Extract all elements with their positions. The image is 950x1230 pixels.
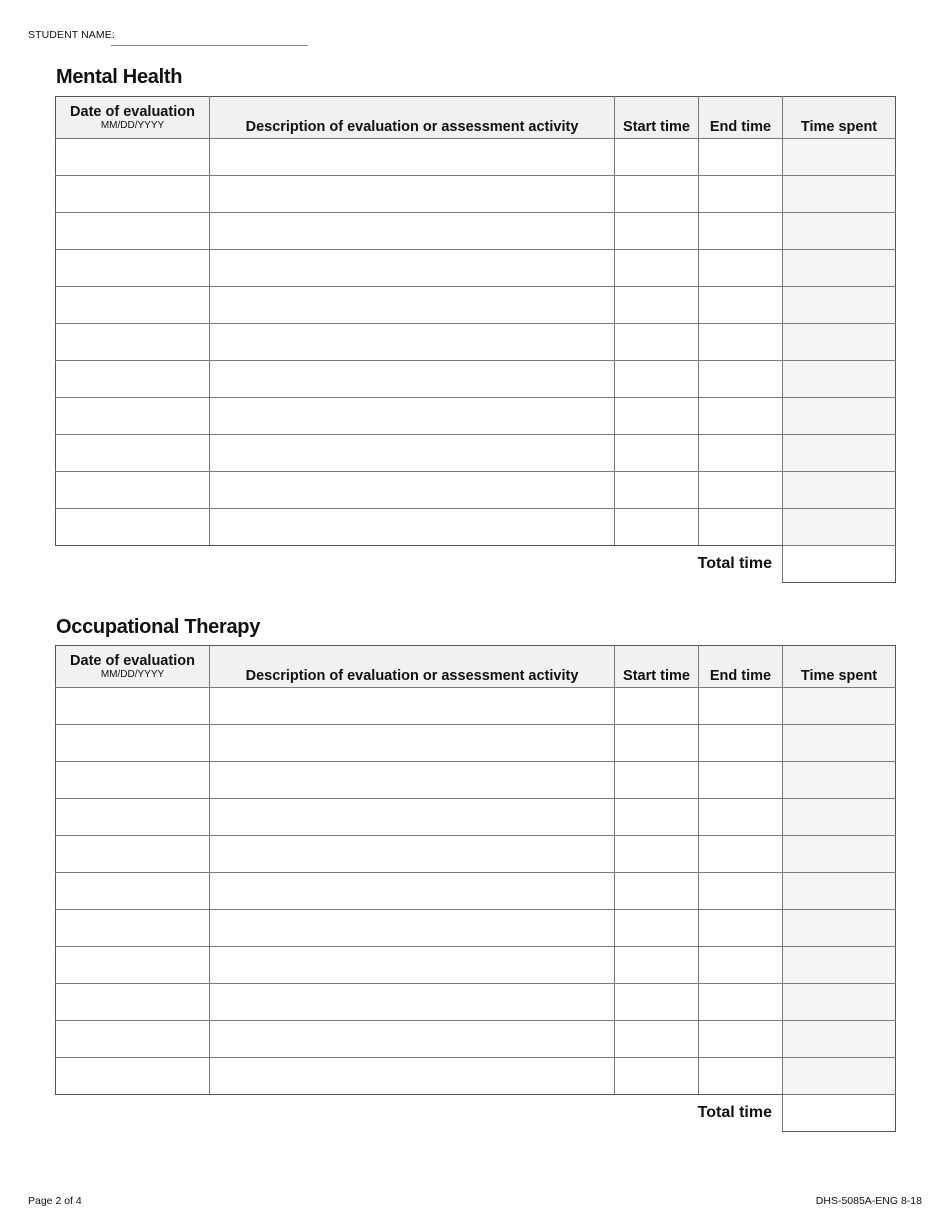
description-cell[interactable]: [210, 910, 615, 947]
description-cell[interactable]: [210, 176, 615, 213]
description-cell[interactable]: [210, 836, 615, 873]
date-cell[interactable]: [56, 1021, 210, 1058]
end-time-cell[interactable]: [699, 139, 783, 176]
end-time-cell[interactable]: [699, 213, 783, 250]
time-spent-cell[interactable]: [783, 213, 896, 250]
table-header-row: [56, 646, 896, 688]
description-cell[interactable]: [210, 287, 615, 324]
start-time-cell[interactable]: [615, 947, 699, 984]
time-spent-cell[interactable]: [783, 910, 896, 947]
start-time-cell[interactable]: [615, 176, 699, 213]
description-cell[interactable]: [210, 762, 615, 799]
date-format-hint: MM/DD/YYYY: [100, 120, 165, 131]
description-cell[interactable]: [210, 250, 615, 287]
table-row: [56, 361, 896, 398]
total-time-label: Total time: [697, 1104, 772, 1122]
description-cell[interactable]: [210, 398, 615, 435]
table-row: [56, 435, 896, 472]
table-row: [56, 213, 896, 250]
table-row: [56, 398, 896, 435]
date-cell[interactable]: [56, 139, 210, 176]
time-spent-cell[interactable]: [783, 725, 896, 762]
time-spent-cell[interactable]: [783, 947, 896, 984]
start-time-cell[interactable]: [615, 725, 699, 762]
description-cell[interactable]: [210, 472, 615, 509]
table-row: [56, 799, 896, 836]
time-spent-cell[interactable]: [783, 799, 896, 836]
mental-health-table: [55, 96, 896, 583]
table-row: [56, 509, 896, 546]
table-row: [56, 324, 896, 361]
description-cell[interactable]: [210, 361, 615, 398]
start-time-cell[interactable]: [615, 361, 699, 398]
description-cell[interactable]: [210, 688, 615, 725]
time-spent-cell[interactable]: [783, 472, 896, 509]
description-cell[interactable]: [210, 984, 615, 1021]
date-cell[interactable]: [56, 435, 210, 472]
time-spent-cell[interactable]: [783, 435, 896, 472]
column-header-time-spent: Time spent: [783, 97, 896, 139]
total-row: [56, 1095, 896, 1132]
total-time-field[interactable]: [783, 546, 896, 583]
table-row: [56, 910, 896, 947]
date-cell[interactable]: [56, 984, 210, 1021]
table-row: [56, 836, 896, 873]
end-time-cell[interactable]: [699, 176, 783, 213]
end-time-cell[interactable]: [699, 1058, 783, 1095]
start-time-cell[interactable]: [615, 324, 699, 361]
date-format-hint: MM/DD/YYYY: [100, 669, 165, 680]
end-time-cell[interactable]: [699, 509, 783, 546]
date-cell[interactable]: [56, 398, 210, 435]
table-row: [56, 250, 896, 287]
total-time-label: Total time: [697, 555, 772, 573]
column-header-end-time: End time: [699, 97, 783, 139]
date-cell[interactable]: [56, 287, 210, 324]
table-header-row: [56, 97, 896, 139]
table-row: [56, 688, 896, 725]
end-time-cell[interactable]: [699, 910, 783, 947]
time-spent-cell[interactable]: [783, 250, 896, 287]
end-time-cell[interactable]: [699, 873, 783, 910]
end-time-cell[interactable]: [699, 472, 783, 509]
start-time-cell[interactable]: [615, 1021, 699, 1058]
time-spent-cell[interactable]: [783, 176, 896, 213]
description-cell[interactable]: [210, 139, 615, 176]
description-cell[interactable]: [210, 873, 615, 910]
end-time-cell[interactable]: [699, 1021, 783, 1058]
start-time-cell[interactable]: [615, 472, 699, 509]
description-cell[interactable]: [210, 509, 615, 546]
time-spent-cell[interactable]: [783, 1021, 896, 1058]
total-time-field[interactable]: [783, 1095, 896, 1132]
start-time-cell[interactable]: [615, 984, 699, 1021]
table-row: [56, 287, 896, 324]
description-cell[interactable]: [210, 324, 615, 361]
start-time-cell[interactable]: [615, 509, 699, 546]
total-row: [56, 546, 896, 583]
start-time-cell[interactable]: [615, 762, 699, 799]
student-name-label: STUDENT NAME:: [28, 29, 115, 41]
start-time-cell[interactable]: [615, 873, 699, 910]
time-spent-cell[interactable]: [783, 139, 896, 176]
end-time-cell[interactable]: [699, 287, 783, 324]
date-cell[interactable]: [56, 947, 210, 984]
start-time-cell[interactable]: [615, 688, 699, 725]
description-cell[interactable]: [210, 1021, 615, 1058]
start-time-cell[interactable]: [615, 398, 699, 435]
end-time-cell[interactable]: [699, 398, 783, 435]
date-cell[interactable]: [56, 472, 210, 509]
occupational-therapy-table: [55, 645, 896, 1132]
time-spent-cell[interactable]: [783, 361, 896, 398]
student-name-field[interactable]: [111, 45, 308, 46]
description-cell[interactable]: [210, 725, 615, 762]
time-spent-cell[interactable]: [783, 1058, 896, 1095]
table-row: [56, 725, 896, 762]
end-time-cell[interactable]: [699, 836, 783, 873]
column-header-time-spent: Time spent: [783, 646, 896, 688]
start-time-cell[interactable]: [615, 836, 699, 873]
start-time-cell[interactable]: [615, 213, 699, 250]
time-spent-cell[interactable]: [783, 324, 896, 361]
start-time-cell[interactable]: [615, 799, 699, 836]
date-cell[interactable]: [56, 688, 210, 725]
end-time-cell[interactable]: [699, 250, 783, 287]
time-spent-cell[interactable]: [783, 984, 896, 1021]
section-title-occupational-therapy: Occupational Therapy: [56, 616, 261, 638]
description-cell[interactable]: [210, 213, 615, 250]
start-time-cell[interactable]: [615, 250, 699, 287]
time-spent-cell[interactable]: [783, 836, 896, 873]
column-header-start-time: Start time: [615, 646, 699, 688]
end-time-cell[interactable]: [699, 762, 783, 799]
start-time-cell[interactable]: [615, 435, 699, 472]
time-spent-cell[interactable]: [783, 762, 896, 799]
description-cell[interactable]: [210, 435, 615, 472]
date-cell[interactable]: [56, 213, 210, 250]
table-row: [56, 1021, 896, 1058]
date-cell[interactable]: [56, 836, 210, 873]
table-row: [56, 947, 896, 984]
time-spent-cell[interactable]: [783, 873, 896, 910]
table-row: [56, 176, 896, 213]
time-spent-cell[interactable]: [783, 688, 896, 725]
table-row: [56, 762, 896, 799]
date-cell[interactable]: [56, 725, 210, 762]
time-spent-cell[interactable]: [783, 398, 896, 435]
end-time-cell[interactable]: [699, 799, 783, 836]
column-header-date: Date of evaluation MM/DD/YYYY: [56, 646, 210, 688]
date-cell[interactable]: [56, 762, 210, 799]
end-time-cell[interactable]: [699, 361, 783, 398]
time-spent-cell[interactable]: [783, 287, 896, 324]
section-title-mental-health: Mental Health: [56, 66, 183, 88]
start-time-cell[interactable]: [615, 1058, 699, 1095]
end-time-cell[interactable]: [699, 984, 783, 1021]
table-row: [56, 1058, 896, 1095]
column-header-end-time: End time: [699, 646, 783, 688]
date-cell[interactable]: [56, 910, 210, 947]
end-time-cell[interactable]: [699, 324, 783, 361]
description-cell[interactable]: [210, 799, 615, 836]
date-cell[interactable]: [56, 361, 210, 398]
table-row: [56, 139, 896, 176]
column-header-date: Date of evaluation MM/DD/YYYY: [56, 97, 210, 139]
date-cell[interactable]: [56, 509, 210, 546]
end-time-cell[interactable]: [699, 947, 783, 984]
start-time-cell[interactable]: [615, 910, 699, 947]
date-cell[interactable]: [56, 176, 210, 213]
time-spent-cell[interactable]: [783, 509, 896, 546]
column-header-description: Description of evaluation or assessment activity: [210, 646, 615, 688]
form-id: DHS-5085A-ENG 8-18: [815, 1195, 922, 1207]
column-header-start-time: Start time: [615, 97, 699, 139]
start-time-cell[interactable]: [615, 287, 699, 324]
date-cell[interactable]: [56, 799, 210, 836]
end-time-cell[interactable]: [699, 435, 783, 472]
description-cell[interactable]: [210, 1058, 615, 1095]
table-row: [56, 873, 896, 910]
date-cell[interactable]: [56, 873, 210, 910]
date-cell[interactable]: [56, 250, 210, 287]
page-number: Page 2 of 4: [28, 1195, 82, 1207]
date-cell[interactable]: [56, 1058, 210, 1095]
description-cell[interactable]: [210, 947, 615, 984]
start-time-cell[interactable]: [615, 139, 699, 176]
table-row: [56, 984, 896, 1021]
date-cell[interactable]: [56, 324, 210, 361]
end-time-cell[interactable]: [699, 688, 783, 725]
table-row: [56, 472, 896, 509]
column-header-description: Description of evaluation or assessment activity: [210, 97, 615, 139]
end-time-cell[interactable]: [699, 725, 783, 762]
